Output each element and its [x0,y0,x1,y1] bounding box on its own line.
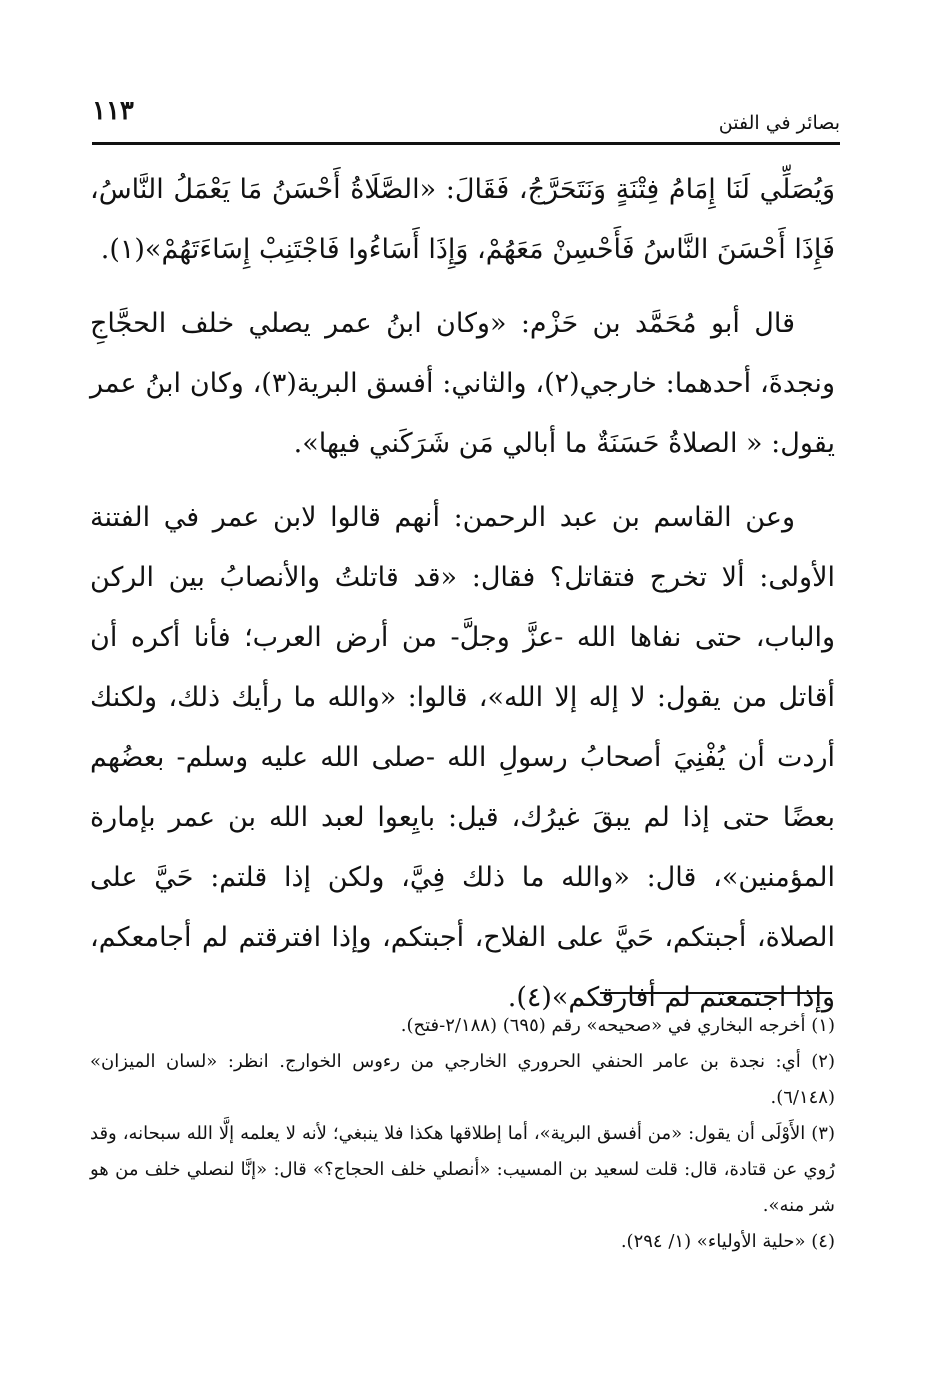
footnote-2: (٢) أي: نجدة بن عامر الحنفي الحروري الخارجي من رءوس الخوارج. انظر: «لسان الميزان» (٦/١٤٨). [90,1051,835,1108]
page-number: ١١٣ [92,96,134,126]
footnote-3: (٣) الأَوْلَى أن يقول: «من أفسق البرية»، أما إطلاقها هكذا فلا ينبغي؛ لأنه لا يعلمه إلَّا الله سبحانه، وقد رُوي عن قتادة، قال: قلت لسعيد بن المسيب: «أنصلي خلف الحجاج؟» قال: «إنَّا لنصلي خلف من هو شر منه». [90,1123,835,1216]
paragraph-1: وَيُصَلِّي لَنَا إِمَامُ فِتْنَةٍ وَنَتَحَرَّجُ، فَقَالَ: «الصَّلَاةُ أَحْسَنُ مَا يَعْمَلُ النَّاسُ، فَإِذَا أَحْسَنَ النَّاسُ فَأَحْسِنْ مَعَهُمْ، وَإِذَا أَسَاءُوا فَاجْتَنِبْ إِسَاءَتَهُمْ»(١). [90,174,835,265]
footnote-1: (١) أخرجه البخاري في «صحيحه» رقم (٦٩٥) (٢/١٨٨-فتح). [400,1015,835,1036]
page-header [92,94,840,145]
footnotes [90,1008,835,1260]
main-text [90,160,835,1042]
paragraph-2: قال أبو مُحَمَّد بن حَزْم: «وكان ابنُ عمر يصلي خلف الحجَّاجِ ونجدةَ، أحدهما: خارجي(٢)، والثاني: أفسق البرية(٣)، وكان ابنُ عمر يقول: « الصلاةُ حَسَنَةٌ ما أبالي مَن شَرَكَني فيها». [90,308,835,459]
footnote-divider [600,992,832,994]
paragraph-3: وعن القاسم بن عبد الرحمن: أنهم قالوا لابن عمر في الفتنة الأولى: ألا تخرج فتقاتل؟ فقال: «قد قاتلتُ والأنصابُ بين الركن والباب، حتى نفاها الله -عزَّ وجلَّ- من أرض العرب؛ فأنا أكره أن أقاتل من يقول: لا إله إلا الله»، قالوا: «والله ما رأيك ذلك، ولكنك أردت أن يُفْنِيَ أصحابُ رسولِ الله -صلى الله عليه وسلم- بعضُهم بعضًا حتى إذا لم يبقَ غيرُك، قيل: بايِعوا لعبد الله بن عمر بإمارة المؤمنين»، قال: «والله ما ذلك فِيَّ، ولكن إذا قلتم: حَيَّ على الصلاة، أجبتكم، حَيَّ على الفلاح، أجبتكم، وإذا افترقتم لم أجامعكم، وإذا اجتمعتم لم أفارقكم»(٤). [90,502,835,1013]
running-title: بصائر في الفتن [718,112,840,134]
footnote-4: (٤) «حلية الأولياء» (١/ ٢٩٤). [620,1231,835,1252]
